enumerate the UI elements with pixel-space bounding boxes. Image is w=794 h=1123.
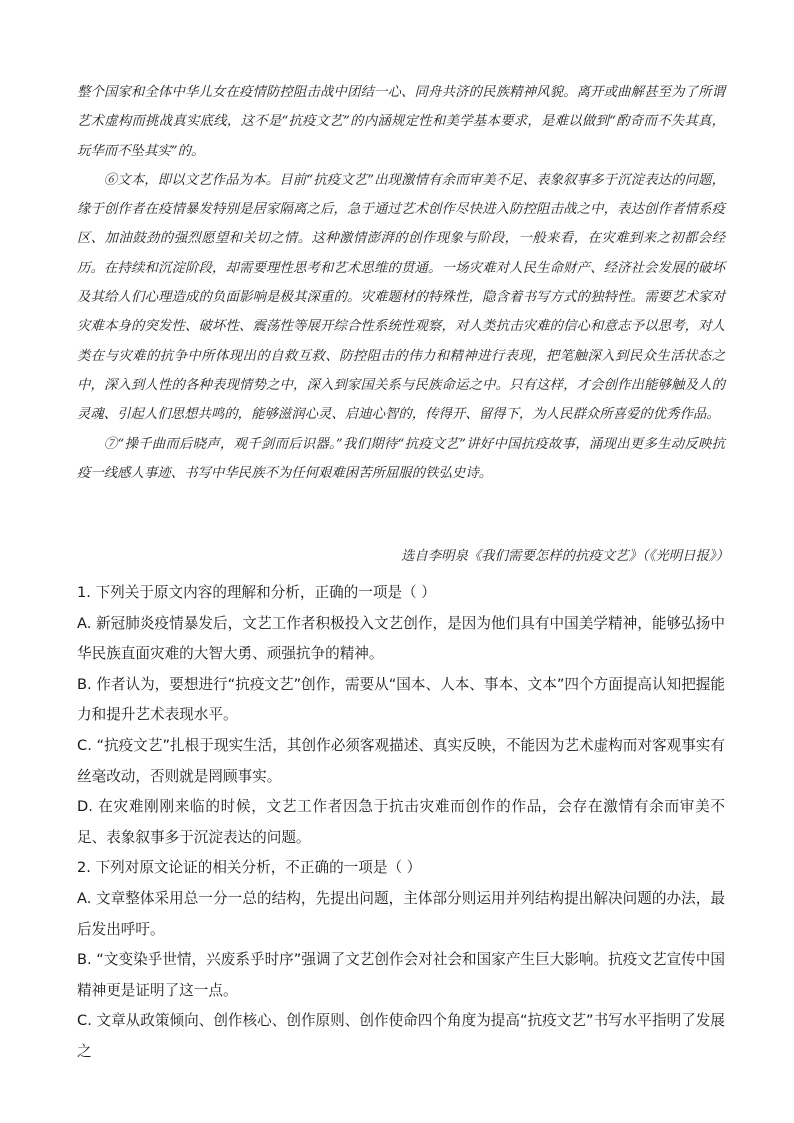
passage-paragraph-7: ⑦“操千曲而后晓声，观千剑而后识器。”我们期待“抗疫文艺”讲好中国抗疫故事，涌现出更多生动反映抗疫一线感人事迹、书写中华民族不为任何艰难困苦所屈服的铁弘史诗。 [77, 436, 725, 481]
question-list [77, 578, 725, 1068]
question-2-stem: 2. 下列对原文论证的相关分析，不正确的一项是（ ） [77, 859, 422, 877]
question-2-option-c: C. 文章从政策倾向、创作核心、创作原则、创作使命四个角度为提高“抗疫文艺”书写水平指明了发展之 [77, 1012, 725, 1060]
question-2-option-b: B. “文变染乎世情，兴废系乎时序”强调了文艺创作会对社会和国家产生巨大影响。抗疫文艺宣传中国精神更是证明了这一点。 [77, 951, 725, 999]
passage-source: 选自李明泉《我们需要怎样的抗疫文艺》（《光明日报》） [400, 549, 729, 564]
question-1-option-b: B. 作者认为，要想进行“抗疫文艺”创作，需要从“国本、人本、事本、文本”四个方面提高认知把握能力和提升艺术表现水平。 [77, 675, 725, 724]
question-1-stem: 1. 下列关于原文内容的理解和分析，正确的一项是（ ） [77, 584, 436, 601]
passage-paragraph-6: ⑥文本，即以文艺作品为本。目前“抗疫文艺”出现激情有余而审美不足、表象叙事多于沉淀表达的问题，缘于创作者在疫情暴发特别是居家隔离之后，急于通过艺术创作尽快进入防控阻击战之中，表达创作者情系疫区、加油鼓劲的强烈愿望和关切之情。这种激情澎湃的创作现象与阶段，一般来看，在灾难到来之初都会经历。在持续和沉淀阶段，却需要理性思考和艺术思维的贯通。一场灾难对人民生命财产、经济社会发展的破坏及其给人们心理造成的负面影响是极其深重的。灾难题材的特殊性，隐含着书写方式的独特性。需要艺术家对灾难本身的突发性、破坏性、震荡性等展开综合性系统性观察，对人类抗击灾难的信心和意志予以思考，对人类在与灾难的抗争中所体现出的自救互救、防控阻击的伟力和精神进行表现，把笔触深入到民众生活状态之中，深入到人性的各种表现情势之中，深入到家国关系与民族命运之中。只有这样，才会创作出能够触及人的灵魂、引起人们思想共鸣的，能够滋润心灵、启迪心智的，传得开、留得下，为人民群众所喜爱的优秀作品。 [77, 172, 725, 423]
question-1-option-c: C. “抗疫文艺”扎根于现实生活，其创作必须客观描述、真实反映，不能因为艺术虚构而对客观事实有丝毫改动，否则就是罔顾事实。 [77, 736, 725, 785]
reading-passage [77, 78, 725, 488]
passage-paragraph-continued: 整个国家和全体中华儿女在疫情防控阻击战中团结一心、同舟共济的民族精神风貌。离开或曲解甚至为了所谓艺术虚构而挑战真实底线，这不是“抗疫文艺”的内涵规定性和美学基本要求，是难以做到“酌奇而不失其真，玩华而不坠其实”的。 [77, 85, 725, 159]
question-2-option-a: A. 文章整体采用总一分一总的结构，先提出问题，主体部分则运用并列结构提出解决问题的办法，最后发出呼吁。 [77, 889, 725, 938]
question-1-option-a: A. 新冠肺炎疫情暴发后，文艺工作者积极投入文艺创作，是因为他们具有中国美学精神，能够弘扬中华民族直面灾难的大智大勇、顽强抗争的精神。 [77, 614, 725, 663]
question-1-option-d: D. 在灾难刚刚来临的时候，文艺工作者因急于抗击灾难而创作的作品，会存在激情有余而审美不足、表象叙事多于沉淀表达的问题。 [77, 798, 725, 846]
